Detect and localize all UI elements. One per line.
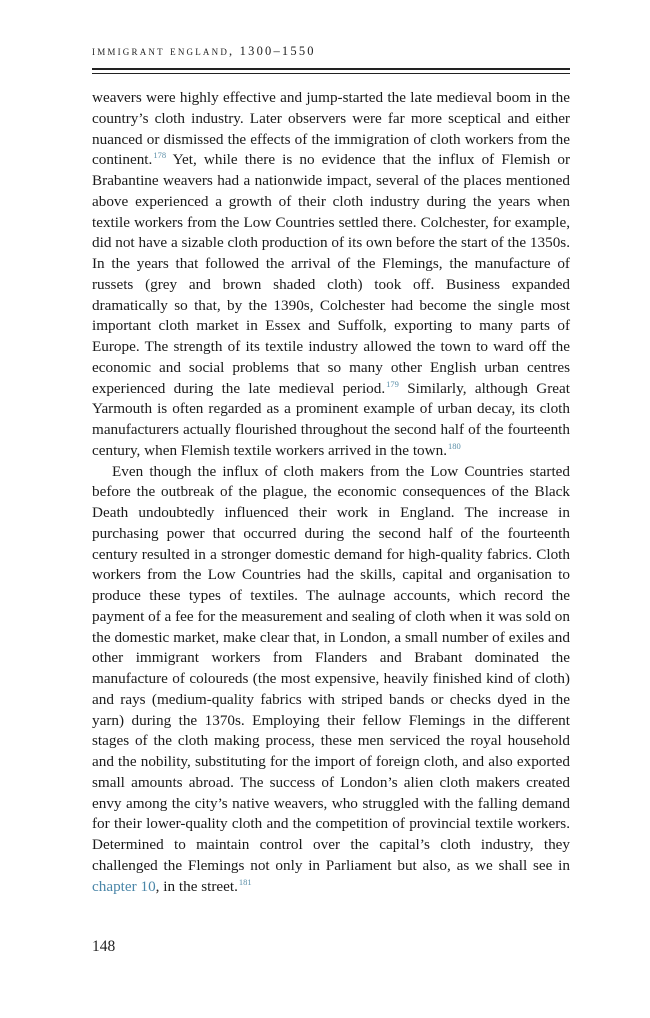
chapter-10-link[interactable]: chapter 10 [92,877,156,895]
paragraph-2-text-b: , in the street. [155,877,238,895]
running-head: immigrant england, 1300–1550 [92,44,316,58]
paragraph-2 [92,462,570,898]
header-rule-thick [92,68,570,70]
footnote-ref-179[interactable]: 179 [386,378,399,389]
header-rule-thin [92,73,570,74]
footnote-ref-180[interactable]: 180 [448,440,461,451]
footnote-ref-181[interactable]: 181 [238,876,252,887]
footnote-ref-178[interactable]: 178 [153,150,167,161]
paragraph-2-text-a: Even though the influx of cloth makers from the Low Countries started before the outbreak of the plague, the economic consequences of the Black Death undoubtedly influenced their work in England. The increase in purchasing power that occurred during the second half of the fourteenth century resulted in a stronger domestic demand for high-quality fabrics. Cloth workers from the Low Countries had the skills, capital and organisation to produce these types of textiles. The aulnage accounts, which record the payment of a fee for the measurement and sealing of cloth when it was sold on the domestic market, make clear that, in London, a small number of exiles and other immigrant workers from Flanders and Brabant dominated the manufacture of coloureds (the most expensive, heavily finished kind of cloth) and rays (medium-quality fabrics with striped bands or checks dyed in the yarn) during the 1370s. Employing their fellow Flemings in the different stages of the cloth making process, these men serviced the royal household and the nobility, substituting for the import of foreign cloth, and also exported small amounts abroad. The success of London’s alien cloth makers created envy among the city’s native weavers, who struggled with the falling demand for their lower-quality cloth and the competition of provincial textile workers. Determined to maintain control over the capital’s cloth industry, they challenged the Flemings not only in Parliament but also, as we shall see in [92,462,570,874]
paragraph-1 [92,88,570,462]
paragraph-1-text-c: Similarly, although Great Yarmouth is often regarded as a prominent example of urban decay, its cloth manufacturers actually flourished throughout the second half of the fourteenth century, when Flemish textile workers arrived in the town. [92,379,571,459]
paragraph-1-text-a: weavers were highly effective and jump-started the late medieval boom in the country’s cloth industry. Later observers were far more sceptical and either nuanced or dismissed the effects of the immigration of cloth workers from the continent. [92,89,570,169]
page-number: 148 [92,938,116,955]
paragraph-1-text-b: Yet, while there is no evidence that the influx of Flemish or Brabantine weavers had a nationwide impact, several of the places mentioned above experienced a growth of their cloth industry during the years when textile workers from the Low Countries settled there. Colchester, for example, did not have a sizable cloth production of its own before the start of the 1350s. In the years that followed the arrival of the Flemings, the manufacture of russets (grey and brown shaded cloth) took off. Business expanded dramatically so that, by the 1390s, Colchester had become the single most important cloth market in Essex and Suffolk, exporting to many parts of Europe. The strength of its textile industry allowed the town to ward off the economic and social problems that so many other English urban centres experienced during the late medieval period. [92,151,571,397]
body-text [92,88,570,897]
